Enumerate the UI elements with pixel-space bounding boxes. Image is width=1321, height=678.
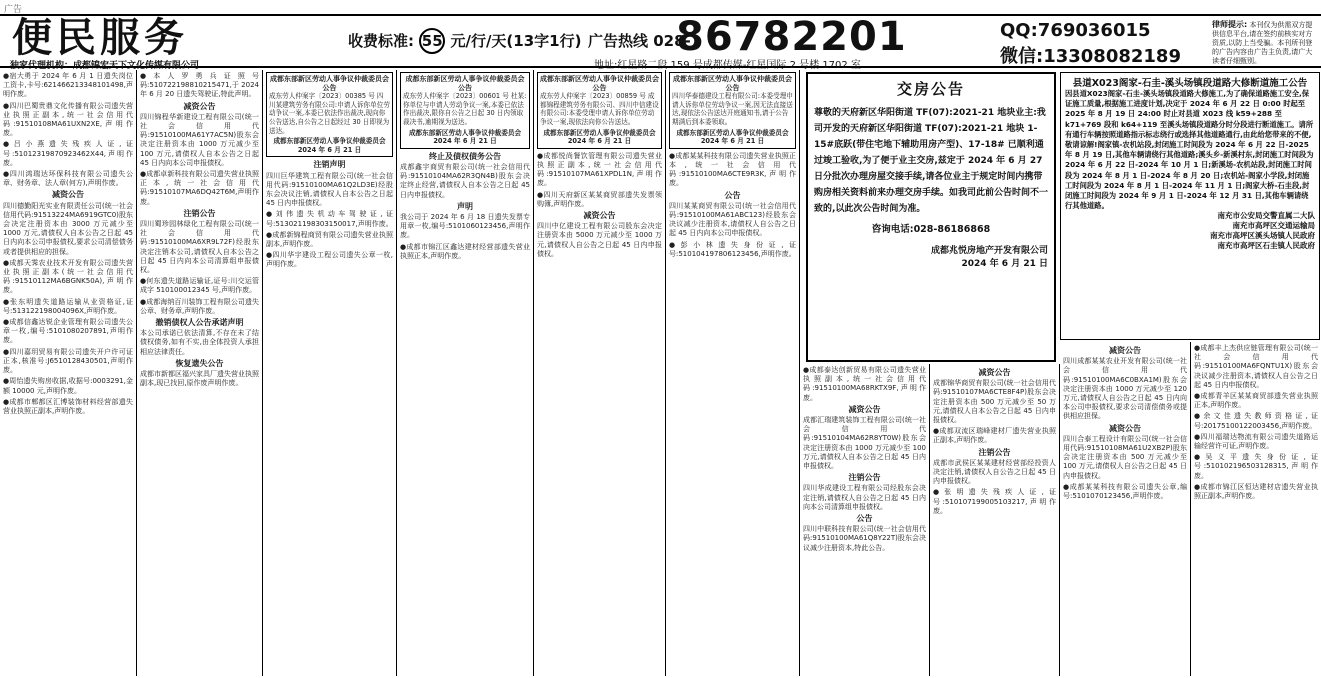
ad-heading: 减资公告 [978, 368, 1011, 377]
ad-heading: 终止及债权债务公告 [429, 151, 501, 161]
box-footer: 成都东部新区劳动人事争议仲裁委员会 2024 年 6 月 21 日 [676, 128, 789, 146]
ad-heading: 公告 [856, 514, 873, 524]
box-title: 成都东部新区劳动人事争议仲裁委员会公告 [673, 75, 792, 92]
column-9 [1060, 342, 1191, 676]
classified-ad: 本公司承诺已依法清算,不存在未了结债权债务,如有不实,由全体投资人承担相应法律责任。 [140, 329, 259, 356]
price-prefix: 收费标准: [348, 32, 414, 50]
agency-line: 独家代理机构：成都锦宏天下文化传媒有限公司 [10, 61, 200, 71]
column-7 [800, 364, 930, 676]
classified-ad: 四川锦程华新建设工程有限公司(统一社会信用代码:91510100MA61Y7AC5N)股东会决定注册资本由 1000 万元减少至 100 万元,请债权人自本公告之日起 45 日内向本公司申报债权。 [140, 112, 259, 167]
road-signer: 南充市高坪区交通运输局 [1232, 221, 1315, 231]
classified-ad: ●四川嘉玥贸易有限公司遗失开户许可证正本,核准号:J6510128430501,声明作废。 [3, 347, 133, 375]
classified-ad: ●成都悦尚餐饮管理有限公司遗失营业执照正副本,统一社会信用代码:91510107MA61XPDL1N,声明作废。 [537, 151, 662, 188]
classified-ad: ●张东明遗失道路运输从业资格证,证号:513122198004096X,声明作废。 [3, 297, 133, 315]
classified-ad: 成都鑫宇商贸有限公司(统一社会信用代码:91510104MA62R3QN4B)股东会决定终止经营,请债权人自本公告之日起 45 日内申报债权。 [400, 162, 530, 199]
price-standard [348, 28, 581, 54]
classified-ad: ●四川天府新区某某商贸部遗失发票领购簿,声明作废。 [537, 190, 662, 208]
classified-ad: ●成都新锦程商贸有限公司遗失营业执照副本,声明作废。 [266, 230, 393, 248]
column-6 [666, 70, 800, 676]
classified-ad: ●彭小林遗失身份证,证号:510104197806123456,声明作废。 [669, 240, 796, 258]
ad-heading: 公告 [724, 190, 741, 200]
road-signer: 南充市公安局交警直属二大队 [1217, 211, 1315, 221]
notice-body: 尊敬的天府新区华阳街道 TF(07):2021-21 地块业主:我司开发的天府新区华阳街道 TF(07):2021-21 地块 1-15#底跃(带住宅地下辅助用房产型)、17-18# 已顺利通过竣工验收,为了便于业主交房,兹定于 2024 年 6 月 27 日分批次办理房屋交接手续,请各位业主于规定时间内携带购房相关资料前来办理交房手续。如我司此前公告时间不一致的,以此次公告时间为准。 [814, 108, 1049, 214]
box-body: 成东劳人仲案字〔2023〕00601 号 杜某:你单位与申请人劳动争议一案,本委已依法作出裁决,限你自公告之日起 30 日内领取裁决书,逾期视为送达。 [403, 92, 527, 126]
ad-heading: 减资公告 [1109, 346, 1141, 355]
classified-ad: ●何东遗失道路运输证,证号:川交运管成字 510100012345 号,声明作废。 [140, 277, 259, 295]
notice-signer: 成都兆悦房地产开发有限公司 [930, 246, 1048, 256]
column-1 [0, 70, 137, 676]
classified-ad: 四川某某商贸有限公司(统一社会信用代码:91510100MA61ABC123)经股东会决议减少注册资本,请债权人自公告之日起 45 日内向本公司申报债权。 [669, 201, 796, 238]
ad-heading: 注销公告 [183, 208, 216, 218]
classified-ad: ●吴义平遗失身份证,证号:510102196503128315,声明作废。 [1194, 453, 1318, 480]
arbitration-notice-box [266, 72, 393, 157]
classified-ad: ●成都卓新科技有限公司遗失营业执照正本,统一社会信用代码:91510107MA6DQ42T6M,声明作废。 [140, 170, 259, 206]
lawyer-notice [1212, 20, 1318, 66]
classified-ad: 四川华成建设工程有限公司经股东会决定注销,请债权人自公告之日起 45 日内向本公司清算组申报债权。 [803, 484, 926, 511]
arbitration-notice-box [669, 72, 796, 149]
classified-ad: 四川中亿建设工程有限公司股东会决定注册资本由 5000 万元减少至 1000 万元,请债权人自公告之日起 45 日内申报债权。 [537, 222, 662, 258]
column-8 [930, 364, 1060, 676]
classified-ad: ●吕小燕遗失残疾人证,证号:51012319870923462X44,声明作废。 [3, 140, 133, 167]
box-body: 成东劳人仲案字〔2023〕00385 号 四川某建筑劳务有限公司:申请人诉你单位劳动争议一案,本委已依法作出裁决,现向你公告送达,自公告之日起经过 30 日即视为送达。 [269, 92, 390, 135]
ad-heading: 声明 [457, 201, 473, 211]
ad-label: 广告 [4, 5, 23, 15]
box-footer: 成都东部新区劳动人事争议仲裁委员会 2024 年 6 月 21 日 [273, 137, 386, 154]
ad-heading: 恢复遗失公告 [175, 358, 224, 368]
lawyer-title: 律师提示: [1212, 20, 1248, 29]
hotline-number: 86782201 [676, 14, 907, 60]
road-signer: 南充市高坪区石圭镇人民政府 [1217, 241, 1315, 251]
hotline-label: 广告热线 028- [588, 32, 691, 50]
masthead-title: 便民服务 [12, 14, 188, 61]
classified-ad: 成都汇瑞建筑装饰工程有限公司(统一社会信用代码:91510104MA62R8YT0W)股东会决定注册资本由 1000 万元减少至 100 万元,请债权人自本公告之日起 45 日内申报债权。 [803, 416, 926, 471]
classified-ad: 四川合泰工程设计有限公司(统一社会信用代码:91510108MA61U2XB2P)股东会决定注册资本由 500 万元减少至 100 万元,请债权人自公告之日起 45 日内申报债权。 [1063, 434, 1187, 480]
classified-ad: ●成都海纳百川装饰工程有限公司遗失公章、财务章,声明作废。 [140, 297, 259, 315]
column-10 [1191, 342, 1321, 676]
classified-ad: 我公司于 2024 年 6 月 18 日遗失发票专用章一枚,编号:5101060123456,声明作废。 [400, 212, 530, 240]
classified-ad: 四川巨华建筑工程有限公司(统一社会信用代码:91510100MA61Q2LD3E)经股东会决议注销,请债权人自本公告之日起 45 日内申报债权。 [266, 171, 393, 208]
classified-ad: 成都市武侯区某某建材经营部经投资人决定注销,请债权人自公告之日起 45 日内申报债权。 [933, 458, 1056, 486]
column-5 [534, 70, 666, 676]
column-4 [397, 70, 534, 676]
road-body: 因县道X023阁家-石圭-溪头场镇段道路大修施工,为了确保道路施工安全,保证施工质量,根据施工进度计划,决定于 2024 年 6 月 22 日 0:00 时起至 2025 年 8 月 19 日 24:00 时止对县道 X023 线 k59+288 至 k71+769 段和 k64+119 至溪头场镇段道路分时分段进行断道施工。请所有通行车辆按照道路指示标志绕行或选择其他道路通行,由此给您带来的不便,敬请谅解!阁家镇-农机站段,封闭施工时间段为 2024 年 6 月 22 日-2025 年 8 月 19 日,其他车辆请绕行其他道路;溪头乡-新溪村东,封闭施工时间段为 2024 年 6 月 22 日-2024 年 10 月 1 日;新溪场-农机站段,封闭施工时间段为 2024 年 8 月 1 日-2024 年 8 月 20 日;农机站-阁家小学段,封闭施工时间段为 2024 年 8 月 1 日-2024 年 11 月 1 日;阁家大桥-石圭段,封闭施工时间段为 2024 年 9 月 1 日-2024 年 12 月 31 日,其他车辆请绕行其他道路。 [1065, 89, 1314, 211]
ad-heading: 减资公告 [52, 190, 84, 200]
classified-ad: ●成都市郫都区汇博装饰材料经营部遗失营业执照正副本,声明作废。 [3, 397, 133, 415]
classified-ad: ●成都丰上杰供应链管理有限公司(统一社会信用代码:91510100MA6FQNTU1X)股东会决议减少注册资本,请债权人自公告之日起 45 日内申报债权。 [1194, 344, 1318, 389]
classified-ad: 四川成都某某农业开发有限公司(统一社会信用代码:91510100MA6C0BXA1M)股东会决定注册资本由 1000 万元减少至 120 万元,请债权人自公告之日起 45 日内向本公司申报债权,要求公司清偿债务或提供相应担保。 [1063, 357, 1187, 421]
classified-ad: ●成都某某科技有限公司遗失公章,编号:5101070123456,声明作废。 [1063, 482, 1187, 501]
ad-heading: 撤销债权人公告承诺声明 [155, 318, 244, 328]
classified-ad: ●四川华宇建设工程公司遗失公章一枚,声明作废。 [266, 251, 393, 269]
arbitration-notice-box [400, 72, 530, 149]
notice-contact: 咨询电话:028-86186868 [871, 224, 991, 235]
notice-date: 2024 年 6 月 21 日 [961, 259, 1048, 269]
road-title: 县道X023阁家-石圭-溪头场镇段道路大修断道施工公告 [1072, 78, 1308, 89]
ad-heading: 减资公告 [183, 101, 216, 111]
ad-heading: 注销公告 [978, 447, 1011, 457]
box-title: 成都东部新区劳动人事争议仲裁委员会公告 [270, 75, 389, 92]
masthead [0, 14, 1321, 71]
road-closure-notice [1060, 72, 1320, 340]
price-suffix: 元/行/天(13字1行) [450, 32, 582, 50]
classified-ad: ●周怡遗失购房收据,收据号:0003291,金额 10000 元,声明作废。 [3, 377, 133, 395]
classified-ad: 成都市新都区福兴家具厂遗失营业执照副本,现已找回,原作废声明作废。 [140, 370, 259, 388]
price-number: 55 [419, 28, 445, 54]
box-body: 成东劳人仲案字〔2023〕00859 号 成都锦程建筑劳务有限公司、四川中信建设有限公司:本委受理申请人诉你单位劳动争议一案,现依法向你公告送达。 [540, 92, 659, 126]
classified-ad: ●四川鸿瑞达环保科技有限公司遗失公章、财务章、法人章(何方),声明作废。 [3, 170, 133, 188]
box-footer: 成都东部新区劳动人事争议仲裁委员会 2024 年 6 月 21 日 [543, 128, 656, 146]
ad-heading: 减资公告 [583, 210, 616, 220]
arbitration-notice-box [537, 72, 662, 149]
classified-ad: 四川中联科技有限公司(统一社会信用代码:91510100MA61Q8Y22T)股东会决议减少注册资本,特此公告。 [803, 525, 926, 552]
ad-heading: 减资公告 [1109, 423, 1141, 433]
box-body: 四川华泰德建设工程有限公司:本委受理申请人诉你单位劳动争议一案,因无法直接送达,现依法公告送达开庭通知书,请于公告期满后到本委领取。 [672, 92, 793, 126]
road-signer: 南充市高坪区溪头场镇人民政府 [1210, 231, 1315, 241]
classified-ad: 四川德勤阳光实业有限责任公司(统一社会信用代码:91513224MA6919GTC0)股东会决定注册资本由 3000 万元减少至 1000 万元,请债权人自本公告之日起 45 日内向本公司申报债权,要求公司清偿债务或者提供相应的担保。 [3, 201, 133, 256]
classified-ad: ●成都双流区瑞峰建材厂遗失营业执照正副本,声明作废。 [933, 427, 1056, 445]
classified-ad: ●余文佳遗失教师资格证,证号:20175100122003456,声明作废。 [1194, 412, 1318, 430]
ad-heading: 注销声明 [313, 160, 346, 170]
classified-ad: ●成都信鑫达锐企业管理有限公司遗失公章一枚,编号:5101080207891,声明作废。 [3, 318, 133, 345]
column-3 [263, 70, 397, 676]
classified-ad: 成都锦华商贸有限公司(统一社会信用代码:91510107MA6CTE8F4P)股东会决定注册资本由 500 万元减少至 50 万元,请债权人自本公告之日起 45 日内申报债权。 [933, 379, 1056, 425]
classified-ad: ●成都市锦江区恒达建材店遗失营业执照正副本,声明作废。 [1194, 482, 1318, 501]
wechat-number: 微信:13308082189 [1000, 46, 1181, 67]
column-2 [137, 70, 263, 676]
box-footer: 成都东部新区劳动人事争议仲裁委员会 2024 年 6 月 21 日 [408, 128, 522, 146]
address: 地址:红星路二段 159 号成都传媒-红星国际 2 号楼 1702 室 [594, 60, 861, 71]
classified-ad: ●刘伟遗失机动车驾驶证,证号:513021198303150017,声明作废。 [266, 210, 393, 228]
box-title: 成都东部新区劳动人事争议仲裁委员会公告 [540, 75, 659, 92]
classified-ad: ●宿大勇于 2024 年 6 月 1 日遗失岗位工资卡,卡号:621466213348101498,声明作废。 [3, 72, 133, 99]
classified-ad: ●本人罗勇兵证照号码:510722198810215471,于 2024 年 6 月 20 日遗失驾驶证,特此声明。 [140, 72, 259, 99]
classified-ad: ●成都天霁农业技术开发有限公司遗失营业执照正副本(统一社会信用代码:91510112MA6BGNK50A),声明作废。 [3, 258, 133, 295]
ad-heading: 注销公告 [848, 473, 881, 483]
ad-heading: 减资公告 [848, 404, 881, 414]
lawyer-text: 本刊仅为供需双方提供信息平台,请在签约前核实对方资质,以防上当受骗。本刊所刊登的广告内容由广告主负责,请广大读者仔细甄别。 [1212, 21, 1313, 65]
classified-ad: ●成都某某科技有限公司遗失营业执照正本,统一社会信用代码:91510100MA6CTE9R3K,声明作废。 [669, 151, 796, 188]
housing-delivery-notice [806, 72, 1056, 362]
notice-title: 交房公告 [896, 80, 965, 98]
classified-ad: ●成都泰达创新贸易有限公司遗失营业执照副本,统一社会信用代码:91510100MA68RKTX9F,声明作废。 [803, 366, 926, 402]
classified-ad: ●张明遗失残疾人证,证号:510107199005103217,声明作废。 [933, 488, 1056, 515]
classified-ad: ●成都青羊区某某商贸部遗失营业执照正本,声明作废。 [1194, 392, 1318, 410]
qq-number: QQ:769036015 [1000, 20, 1151, 41]
box-title: 成都东部新区劳动人事争议仲裁委员会公告 [405, 75, 525, 92]
classified-ad: ●四川福瑞达物流有限公司遗失道路运输经营许可证,声明作废。 [1194, 432, 1318, 451]
classified-ad: ●成都市锦江区鑫达建材经营部遗失营业执照正本,声明作废。 [400, 242, 530, 260]
classified-ad: ●四川巴蜀贵鼎文化传播有限公司遗失营业执照正副本,统一社会信用代码:91510108MA61UXN2XE,声明作废。 [3, 101, 133, 138]
classified-ad: 四川蜀珍园林绿化工程有限公司(统一社会信用代码:91510100MA6XR9L72F)经股东决定注销本公司,请债权人自本公告之日起 45 日内向本公司清算组申报债权。 [140, 220, 259, 275]
